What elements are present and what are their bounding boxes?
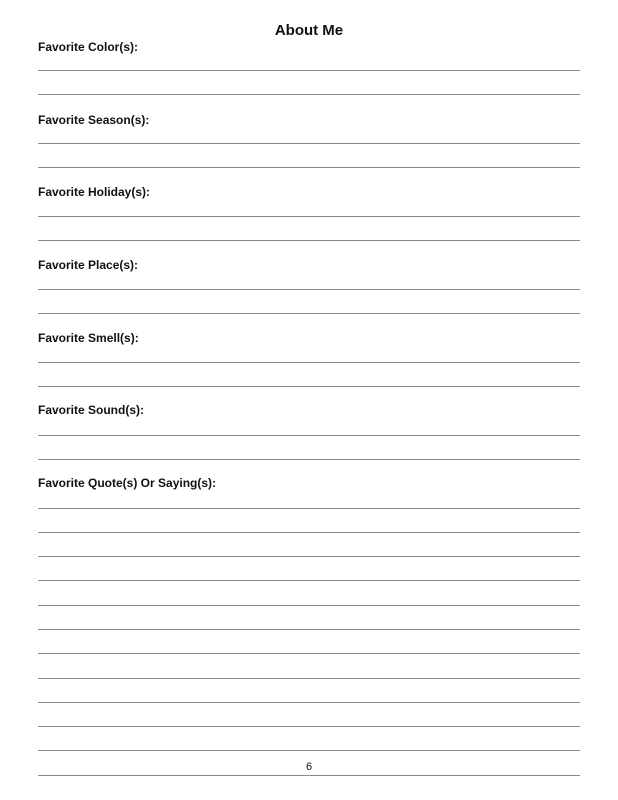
writing-line[interactable]	[38, 726, 580, 727]
footer-rule	[38, 775, 580, 776]
writing-line[interactable]	[38, 240, 580, 241]
writing-line[interactable]	[38, 94, 580, 95]
writing-line[interactable]	[38, 750, 580, 751]
writing-line[interactable]	[38, 532, 580, 533]
prompt-label-favorite-sounds: Favorite Sound(s):	[38, 403, 145, 417]
writing-line[interactable]	[38, 289, 580, 290]
writing-line[interactable]	[38, 556, 580, 557]
writing-line[interactable]	[38, 435, 580, 436]
page-title: About Me	[274, 22, 344, 39]
writing-line[interactable]	[38, 386, 580, 387]
writing-line[interactable]	[38, 605, 580, 606]
prompt-label-favorite-holidays: Favorite Holiday(s):	[38, 185, 151, 199]
writing-line[interactable]	[38, 167, 580, 168]
prompt-label-favorite-smells: Favorite Smell(s):	[38, 331, 139, 345]
prompt-label-favorite-colors: Favorite Color(s):	[38, 40, 139, 54]
prompt-label-favorite-quotes: Favorite Quote(s) Or Saying(s):	[38, 476, 217, 490]
writing-line[interactable]	[38, 580, 580, 581]
writing-line[interactable]	[38, 459, 580, 460]
writing-line[interactable]	[38, 678, 580, 679]
writing-line[interactable]	[38, 508, 580, 509]
prompt-label-favorite-seasons: Favorite Season(s):	[38, 113, 150, 127]
page-number: 6	[305, 761, 313, 773]
writing-line[interactable]	[38, 702, 580, 703]
writing-line[interactable]	[38, 362, 580, 363]
writing-line[interactable]	[38, 313, 580, 314]
writing-line[interactable]	[38, 216, 580, 217]
writing-line[interactable]	[38, 629, 580, 630]
writing-line[interactable]	[38, 70, 580, 71]
writing-line[interactable]	[38, 143, 580, 144]
writing-line[interactable]	[38, 653, 580, 654]
prompt-label-favorite-places: Favorite Place(s):	[38, 258, 139, 272]
